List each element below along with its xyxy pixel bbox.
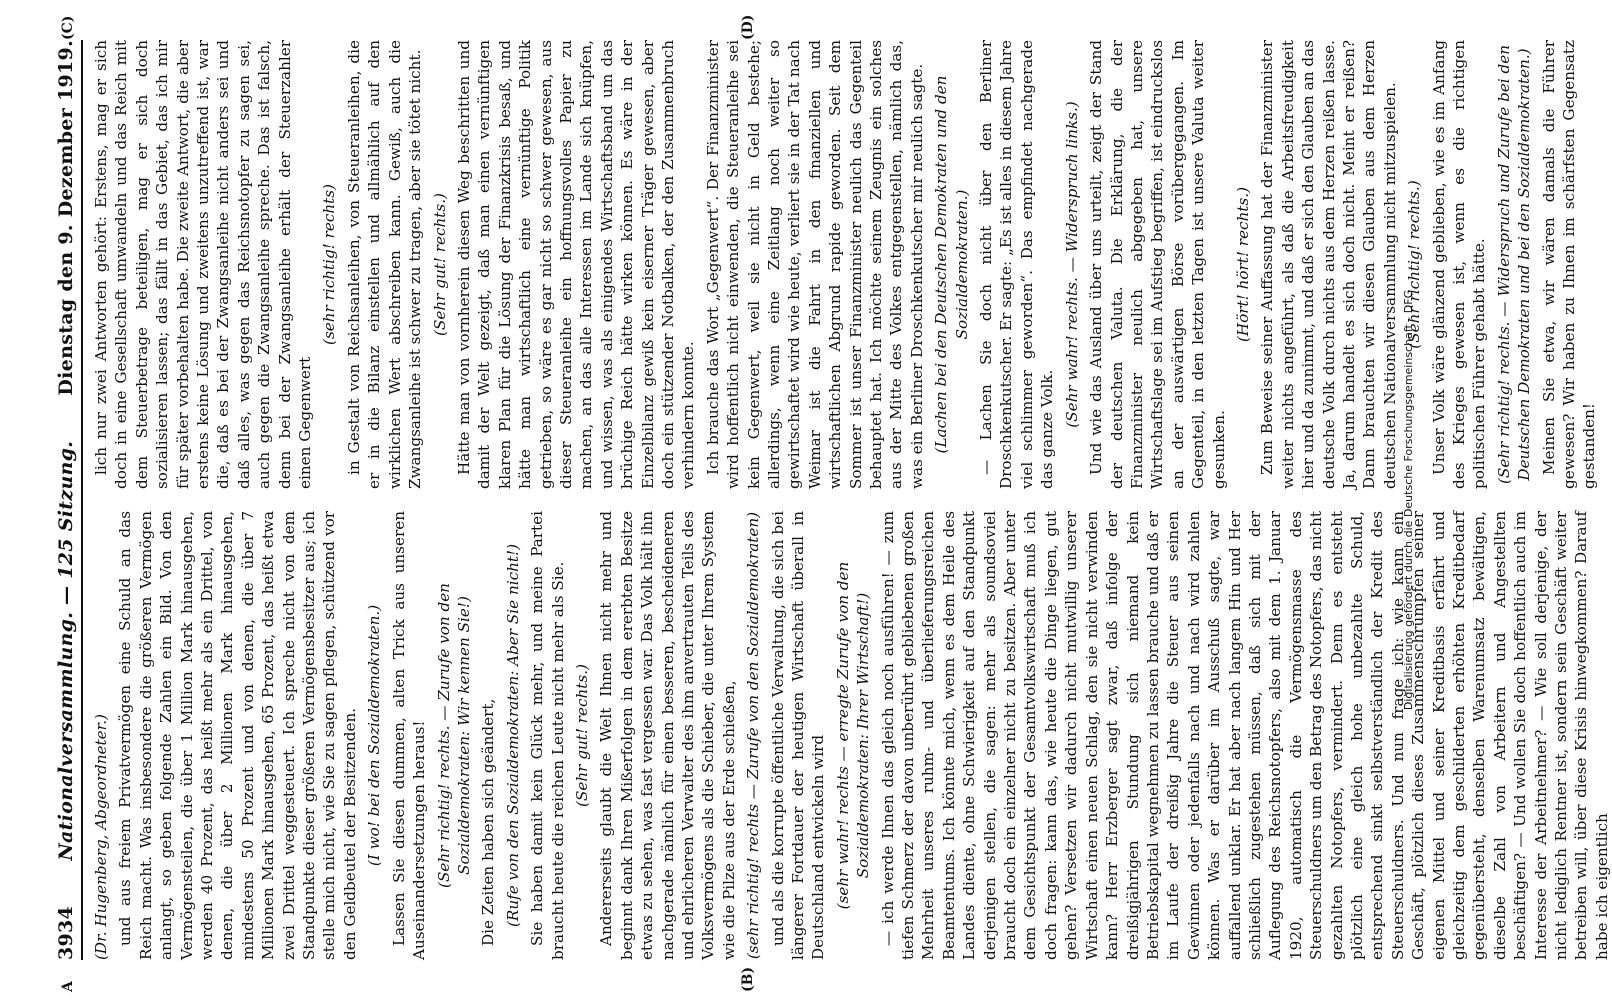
margin-marker-a: A (60, 981, 76, 992)
assembly-name: Nationalversammlung. (55, 611, 77, 861)
paragraph: — Lachen Sie doch nicht über den Berliner Droschkenkutscher. Er sagte: „Es ist alles in diesem Jahre viel schlimmer geworden“. Das empfindet nachgerade das ganze Volk. (977, 40, 1057, 489)
interjection: (Rufe von den Sozialdemokraten: Aber Sie nicht!) (503, 543, 522, 928)
interjection: (Sehr gut! rechts.) (430, 193, 449, 336)
paragraph: Lassen Sie diesen dummen, alten Trick aus unseren Auseinandersetzungen heraus! (389, 511, 429, 960)
paragraph: Meinen Sie etwa, wir wären damals die Führer gewesen? Wir haben zu Ihnen im schärfsten Gegensatz gestanden! (1539, 40, 1599, 489)
session-label: — 125 Sitzung. (55, 440, 77, 605)
paragraph: Unser Volk wäre glänzend geblieben, wie es im Anfang des Krieges gewesen ist, wenn es die richtigen politischen Führer gehabt hätte. (1429, 40, 1489, 489)
paragraph: — ich werde Ihnen das gleich noch ausführen! — zum tiefen Schmerz der davon unberührt gebliebenen großen Mehrheit unseres ruhm- und überlieferungsreichen Beamtentums. Ich könnte mich, wenn es dem Heile des Landes diente, ohne Schwierigkeit auf den Standpunkt derjenigen stellen, die sagen: mehr als soundsoviel braucht doch ein einzelner nicht zu besitzen. Aber unter dem Gesichtspunkt der Gesamtvolkswirtschaft muß ich doch fragen: kann das, wie heute die Dinge liegen, gut gehen? Versetzen wir dadurch nicht mutwillig unserer Wirtschaft einen neuen Schlag, den sie nicht verwinden kann? Herr Erzberger sagt zwar, daß infolge der dreißigjährigen Stundung sich niemand kein Betriebskapital wegnehmen zu lassen brauche und daß er im Laufe der dreißig Jahre die Steuer aus seinen Gewinnen oder jedenfalls nach und nach wird zahlen können. Was er darüber im Ausschuß sagte, war auffallend unklar. Er hat aber nach langem Hin und Her schließlich zugestehen müssen, daß sich mit der Auflegung des Reichsnotopfers, also mit dem 1. Januar 1920, automatisch die Vermögensmasse des Steuerschuldners um den Betrag des Notopfers, das nicht gezahlten Notopfers, vermindert. Denn es entsteht plötzlich eine gleich hohe unbezahlte Schuld, entsprechend sinkt selbstverständlich der Kredit des Steuerschuldners. Und nun frage ich: wie kann ein Geschäft, plötzlich dieses Zusammenschrumpfen seiner eigenen Mittel und seiner Kreditbasis erfährt und gleichzeitig dem geschilderten erhöhten Kreditbedarf gegenübersteht, denselben Warenumsatz bewältigen, dieselbe Zahl von Arbeitern und Angestellten beschäftigen? — Und wollen Sie doch hoffentlich auch im Interesse der Arbeitnehmer? — Wie soll derjenige, der nicht lediglich Rentner ist, sondern sein Geschäft weiter betreiben will, über diese Krisis hinwegkommen? Darauf habe ich eigentlich (878, 511, 1611, 960)
interjection: (Lachen bei den Deutschen Demokraten und den Sozialdemokraten.) (932, 75, 971, 454)
interjection: (sehr richtig! rechts — Zurufe von den Sozialdemokraten) (744, 511, 763, 960)
margin-marker-b: (B) (740, 966, 756, 992)
text-column-right (91, 40, 1599, 489)
paragraph: Die Zeiten haben sich geändert, (479, 698, 498, 946)
assembly-title (55, 441, 77, 861)
paragraph: Andererseits glaubt die Welt Ihnen nicht mehr und beginnt dank Ihren Mißerfolgen in dem ererbten Besitze etwas zu sehen, was fast vergessen war. Das Volk hält ihn nachgerade nämlich für einen besseren, bescheideneren und ehrlicheren Verwalter des ihm anvertrauten Teils des Volksvermögens als die Schieber, die unter Ihrem System wie die Pilze aus der Erde schießen, (597, 511, 738, 960)
session-date: Dienstag den 9. Dezember 1919. (55, 40, 77, 396)
interjection: (Hört! hört! rechts.) (1233, 187, 1252, 343)
paragraph: Ich brauche das Wort „Gegenwert“. Der Finanzminister wird hoffentlich nicht einwenden, die Steueranleihe sei kein Gegenwert, weil sie nicht in Geld bestehe; allerdings, wenn eine Zeitlang noch weiter so gewirtschaftet wird wie heute, verliert sie in der Tat nach Weimar ist die Fahrt in den finanziellen und wirtschaftlichen Abgrund rapide geworden. Seit dem Sommer ist unser Finanzminister neulich das Gegenteil behauptet hat. Ich möchte seinem Zeugnis ein solches aus der Mitte des Volkes entgegenstellen, nämlich das, was ein Berliner Droschkenkutscher mir neulich sagte. (703, 40, 926, 489)
interjection: (Sehr gut! rechts.) (572, 664, 591, 807)
margin-marker-c: (C) (60, 15, 76, 40)
interjection: (sehr richtig! rechts) (320, 184, 339, 345)
paragraph: in Gestalt von Reichsanleihen, von Steueranleihen, die er in die Bilanz einstellen und allmählich auf den wirklichen Wert abschreiben kann. Gewiß, auch die Zwangsanleihe ist schwer zu tragen, aber sie tötet nicht. (344, 40, 425, 489)
paragraph: Und wie das Ausland über uns urteilt, zeigt der Stand der deutschen Valuta. Die Erklärung, die der Finanzminister neulich abgegeben hat, unsere Wirtschaftslage sei im Aufstieg begriffen, ist eindruckslos an der auswärtigen Börse vorübergegangen. Im Gegenteil, in den letzten Tagen ist unsere Valuta weiter gesunken. (1087, 40, 1228, 489)
interjection: (sehr wahr! rechts — erregte Zurufe von den Sozialdemokraten: Ihrer Wirtschaft!) (833, 561, 873, 910)
interjection: (Sehr richtig! rechts.) (1405, 180, 1424, 349)
digitization-note (1392, 0, 1432, 1000)
paragraph: Sie haben damit kein Glück mehr, und meine Partei braucht heute die reichen Leute nicht mehr als Sie. (528, 511, 567, 960)
margin-marker-d: (D) (740, 14, 756, 40)
text-column-left (91, 511, 1611, 960)
paragraph: Hätte man von vornherein diesen Weg beschritten und damit der Welt gezeigt, daß man einen vernünftigen klaren Plan für die Lösung der Finanzkrisis besaß, und hätte man wirtschaftlich eine vernünftige Politik getrieben, so wäre es gar nicht so schwer gewesen, aus dieser Steueranleihe ein hoffnungsvolles Papier zu machen, an das alle Interessen im Lande sich knüpfen, und wissen, was als einigendes Wirtschaftsband um das brüchige Reich hätte wirken können. Es wäre in der Einzelbilanz gewiß kein eiserner Träger gewesen, aber doch ein stützender Notbalken, der den Zusammenbruch verhindern konnte. (454, 40, 698, 489)
page-header (55, 40, 83, 960)
page-number: 3934 (55, 905, 77, 960)
interjection: (Sehr wahr! rechts. — Widerspruch links.) (1062, 101, 1081, 428)
interjection: (Sehr richtig! rechts. — Zurufe von den Sozialdemokraten: Wir kennen Sie!) (434, 583, 473, 888)
dfg-credit-text: Digitalisierung gefördert durch die Deutsche Forschungsgemeinschaft - DFG (1402, 289, 1415, 711)
interjection: (Sehr richtig! rechts. — Widerspruch und Zurufe bei den Deutschen Demokraten und bei den Sozialdemokraten.) (1494, 45, 1534, 484)
paragraph: Zum Beweise seiner Auffassung hat der Finanzminister weiter nichts angeführt, als daß die Arbeitsfreudigkeit hier und da zunimmt, und daß er sich den Glauben an das deutsche Volk durch nichts aus dem Herzen reißen lasse. Ja, darum handelt es sich doch nicht. Meint er reißen? Dann brauchten wir diesen Glauben aus dem Herzen deutschen Nationalversammlung nicht mitzuspielen. (1258, 40, 1399, 489)
interjection: (I wo! bei den Sozialdemokraten.) (365, 604, 384, 867)
paragraph: und aus freiem Privatvermögen eine Schuld an das Reich macht. Was insbesondere die größeren Vermögen anlangt, so geben folgende Zahlen ein Bild. Von den Vermögensteilen, die über 1 Million Mark hinausgehen, werden 40 Prozent, das heißt mehr als ein Drittel, von denen, die über 2 Millionen Mark hinausgehen, mindestens 50 Prozent und von denen, die über 7 Millionen Mark hinausgehen, 65 Prozent, das heißt etwa zwei Drittel weggesteuert. Ich spreche nicht von dem Standpunkte dieser größeren Vermögensbesitzer aus; ich stelle mich nicht, wie Sie zu sagen pflegen, schützend vor den Geldbeutel der Besitzenden. (116, 511, 359, 960)
paragraph: und als die korrupte öffentliche Verwaltung, die sich bei längerer Fortdauer der heutigen Wirtschaft überall in Deutschland entwickeln wird (768, 511, 828, 960)
paragraph: lich nur zwei Antworten gehört: Erstens, mag er sich doch in eine Gesellschaft umwandeln und das Reich mit dem Steuerbetrage beteiligen, mag er sich doch sozialisieren lassen; das fällt in das Gebiet, das ich mir für später vorbehalten habe. Die zweite Antwort, die aber erstens keine Lösung und zweitens unzutreffend ist, war die, daß es bei der Zwangsanleihe nicht anders sei und daß alles, was gegen das Reichsnotopfer zu sagen sei, auch gegen die Zwangsanleihe spreche. Das ist falsch, denn bei der Zwangsanleihe erhält der Steuerzahler einen Gegenwert (92, 40, 315, 489)
paragraph: (Dr. Hugenberg, Abgeordneter.) (92, 714, 110, 960)
